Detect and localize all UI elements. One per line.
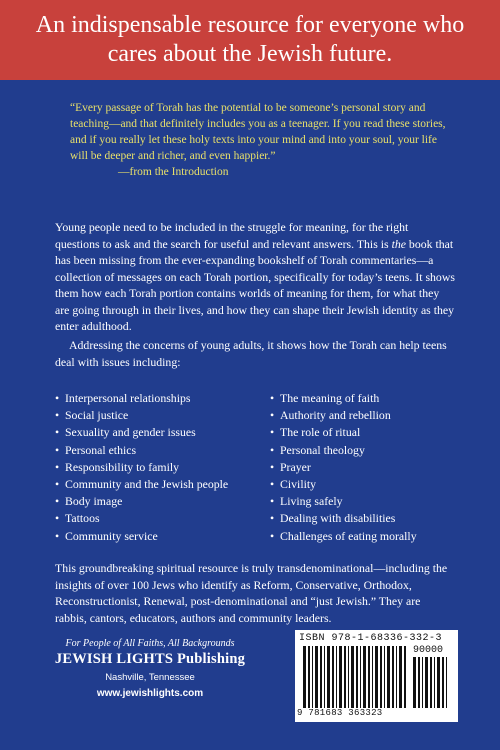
barcode-icon	[303, 646, 407, 708]
barcode-bar	[308, 646, 310, 708]
barcode-bar	[384, 646, 385, 708]
barcode-bar	[360, 646, 361, 708]
headline: An indispensable resource for everyone who cares about the Jewish future.	[35, 12, 465, 67]
barcode-bar	[396, 646, 397, 708]
list-item: • Authority and rebellion	[270, 407, 417, 424]
list-item: • Civility	[270, 476, 417, 493]
list-item: • Interpersonal relationships	[55, 390, 228, 407]
intro-text-b: book that has been missing from the ever-expanding bookshelf of Torah commentaries—a collection of messages on each Torah portion, specifically for today’s teens. It shows them how each Torah portion contains worlds of meaning for them, for what they are going through in their lives, and how they can shape their Jewish identity as they enter adulthood.	[55, 236, 455, 333]
barcode-bar	[368, 646, 370, 708]
issues-list-right	[270, 390, 417, 545]
top-banner	[0, 0, 500, 80]
barcode-bar	[380, 646, 382, 708]
barcode-number: 9 781683 363323	[297, 708, 383, 718]
quote-text: “Every passage of Torah has the potential to be someone’s personal story and teaching—and that definitely includes you as a teenager. If you read these stories, and if you really let these holy texts into your mind and into your soul, your life will be deeper and richer, and even happier.”	[70, 102, 446, 162]
barcode-bar	[446, 657, 447, 708]
list-item: • The meaning of faith	[270, 390, 417, 407]
list-item: • Community service	[55, 528, 228, 545]
barcode-bar	[372, 646, 373, 708]
barcode-bar	[413, 657, 416, 708]
list-item: • Sexuality and gender issues	[55, 424, 228, 441]
list-item: • Responsibility to family	[55, 459, 228, 476]
paragraph-intro	[55, 219, 455, 335]
publisher-tagline: For People of All Faiths, All Backgrounds	[65, 638, 235, 649]
list-item: • Tattoos	[55, 510, 228, 527]
list-item: • Personal theology	[270, 442, 417, 459]
barcode-bar	[320, 646, 322, 708]
list-item: • Personal ethics	[55, 442, 228, 459]
list-item: • Dealing with disabilities	[270, 510, 417, 527]
barcode-bar	[430, 657, 432, 708]
barcode-bar	[351, 646, 354, 708]
publisher-url: www.jewishlights.com	[96, 688, 204, 699]
barcode-bar	[303, 646, 306, 708]
barcode-bar	[356, 646, 358, 708]
barcode-bar	[437, 657, 440, 708]
barcode-bar	[422, 657, 423, 708]
pull-quote	[70, 100, 450, 180]
barcode-bar	[434, 657, 435, 708]
barcode-bar	[339, 646, 342, 708]
barcode-bar	[404, 646, 406, 708]
barcode-bar	[375, 646, 378, 708]
paragraph-transdenominational: This groundbreaking spiritual resource is truly transdenominational—including the insights of over 100 Jews who identify as Reform, Conservative, Orthodox, Reconstructionist, Renewal, post-denominational and “just Jewish.” They are rabbis, cantors, educators, authors and community leaders.	[55, 561, 448, 625]
issues-list-left	[55, 390, 228, 545]
barcode-bar	[442, 657, 444, 708]
barcode-bar	[418, 657, 420, 708]
barcode-bar	[363, 646, 366, 708]
barcode-bar	[336, 646, 337, 708]
barcode-bar	[348, 646, 349, 708]
list-item: • Prayer	[270, 459, 417, 476]
barcode-bar	[425, 657, 428, 708]
paragraph-issues-lead: Addressing the concerns of young adults, it shows how the Torah can help teens deal with issues including:	[55, 338, 447, 369]
list-item: • Community and the Jewish people	[55, 476, 228, 493]
isbn-label: ISBN 978-1-68336-332-3	[299, 633, 443, 644]
publisher-block	[40, 638, 260, 699]
barcode-bar	[327, 646, 330, 708]
quote-source: —from the Introduction	[118, 166, 229, 178]
barcode-bar	[387, 646, 390, 708]
barcode-box	[295, 630, 458, 722]
list-item: • Challenges of eating morally	[270, 528, 417, 545]
list-item: • Living safely	[270, 493, 417, 510]
barcode-bar	[332, 646, 334, 708]
barcode-bar	[312, 646, 313, 708]
list-item: • The role of ritual	[270, 424, 417, 441]
barcode-bar	[392, 646, 394, 708]
publisher-name: JEWISH LIGHTS Publishing	[54, 651, 246, 667]
barcode-addon-icon	[413, 657, 451, 708]
list-item: • Body image	[55, 493, 228, 510]
intro-text-a: Young people need to be included in the struggle for meaning, for the right questions to ask and the search for useful and relevant answers. This is	[55, 220, 409, 251]
list-item: • Social justice	[55, 407, 228, 424]
publisher-city: Nashville, Tennessee	[105, 672, 195, 683]
barcode-addon-number: 90000	[413, 645, 444, 656]
intro-text-emphasis: the	[391, 236, 406, 251]
barcode-bar	[315, 646, 318, 708]
barcode-bar	[324, 646, 325, 708]
barcode-bar	[344, 646, 346, 708]
barcode-bar	[399, 646, 402, 708]
